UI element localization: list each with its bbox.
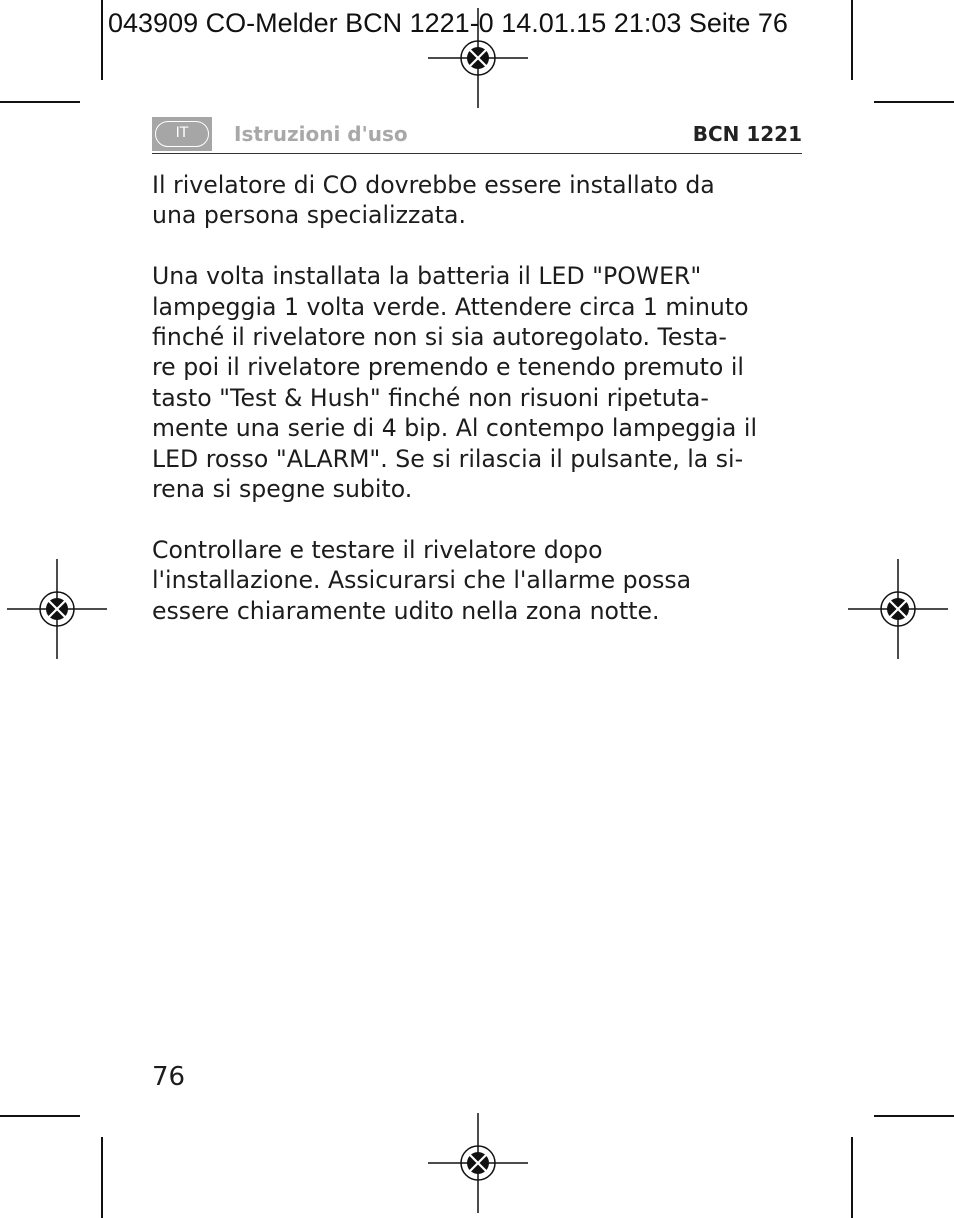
- crop-mark-top-right-vertical: [851, 0, 853, 80]
- text-line: finché il rivelatore non si sia autoregolato. Testa-: [152, 323, 727, 352]
- crop-mark-bottom-right-horizontal: [874, 1115, 954, 1117]
- text-line: Una volta installata la batteria il LED "POWER": [152, 262, 702, 291]
- crop-mark-bottom-left-vertical: [101, 1137, 103, 1218]
- text-line: una persona specializzata.: [152, 201, 467, 230]
- text-line: re poi il rivelatore premendo e tenendo premuto il: [152, 353, 744, 382]
- body-text: [152, 170, 812, 656]
- paragraph: [152, 535, 812, 626]
- text-line: lampeggia 1 volta verde. Attendere circa 1 minuto: [152, 292, 749, 321]
- text-line: mente una serie di 4 bip. Al contempo lampeggia il: [152, 414, 757, 443]
- document-type: Istruzioni d'uso: [234, 122, 408, 146]
- crop-mark-top-left-vertical: [101, 0, 103, 80]
- paragraph: [152, 261, 812, 504]
- text-line: LED rosso "ALARM". Se si rilascia il pulsante, la si-: [152, 444, 744, 473]
- registration-mark-top-icon: [428, 8, 528, 108]
- paragraph: [152, 170, 812, 231]
- text-line: tasto "Test & Hush" finché non risuoni ripetuta-: [152, 383, 709, 412]
- crop-mark-top-right-horizontal: [874, 101, 954, 103]
- text-line: essere chiaramente udito nella zona notte.: [152, 596, 660, 625]
- registration-mark-left-icon: [7, 559, 107, 659]
- text-line: Il rivelatore di CO dovrebbe essere installato da: [152, 171, 715, 199]
- page-number: 76: [152, 1062, 186, 1092]
- crop-mark-bottom-left-horizontal: [0, 1115, 80, 1117]
- running-header: [152, 115, 802, 154]
- crop-mark-bottom-right-vertical: [851, 1137, 853, 1218]
- print-slug: 043909 CO-Melder BCN 1221-0 14.01.15 21:03 Seite 76: [108, 8, 788, 38]
- registration-mark-right-icon: [848, 559, 948, 659]
- text-line: rena si spegne subito.: [152, 475, 413, 504]
- crop-mark-top-left-horizontal: [0, 101, 80, 103]
- registration-mark-bottom-icon: [428, 1113, 528, 1213]
- text-line: Controllare e testare il rivelatore dopo: [152, 535, 603, 564]
- language-badge: [152, 117, 212, 151]
- text-line: l'installazione. Assicurarsi che l'allarme possa: [152, 566, 692, 595]
- model-name: BCN 1221: [692, 122, 802, 146]
- language-code: IT: [155, 121, 209, 147]
